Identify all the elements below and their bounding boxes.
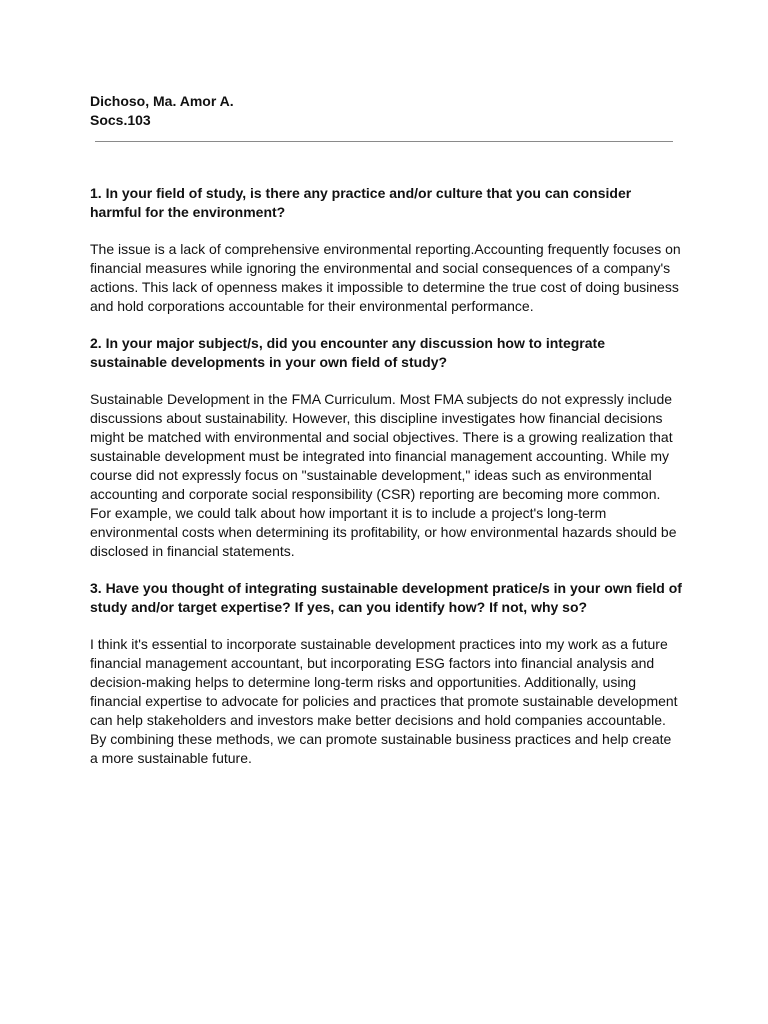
header-divider bbox=[95, 141, 673, 142]
document-body bbox=[90, 184, 682, 768]
author-name: Dichoso, Ma. Amor A. bbox=[90, 93, 234, 109]
question-1: 1. In your field of study, is there any practice and/or culture that you can consider harmful for the environment? bbox=[90, 185, 632, 220]
course-code: Socs.103 bbox=[90, 112, 151, 128]
question-2: 2. In your major subject/s, did you encounter any discussion how to integrate sustainable developments in your own field of study? bbox=[90, 335, 605, 370]
answer-3: I think it's essential to incorporate sustainable development practices into my work as a future financial management accountant, but incorporating ESG factors into financial analysis and decision-making helps to determine long-term risks and opportunities. Additionally, using financial expertise to advocate for policies and practices that promote sustainable development can help stakeholders and investors make better decisions and hold companies accountable. By combining these methods, we can promote sustainable business practices and help create a more sustainable future. bbox=[90, 636, 678, 766]
answer-1: The issue is a lack of comprehensive environmental reporting.Accounting frequently focuses on financial measures while ignoring the environmental and social consequences of a company's actions. This lack of openness makes it impossible to determine the true cost of doing business and hold corporations accountable for their environmental performance. bbox=[90, 241, 681, 314]
answer-2: Sustainable Development in the FMA Curriculum. Most FMA subjects do not expressly include discussions about sustainability. However, this discipline investigates how financial decisions might be matched with environmental and social objectives. There is a growing realization that sustainable development must be integrated into financial management accounting. While my course did not expressly focus on "sustainable development," ideas such as environmental accounting and corporate social responsibility (CSR) reporting are becoming more common. For example, we could talk about how important it is to include a project's long-term environmental costs when determining its profitability, or how environmental hazards should be disclosed in financial statements. bbox=[90, 391, 677, 559]
document-header bbox=[90, 92, 680, 130]
question-3: 3. Have you thought of integrating sustainable development pratice/s in your own field of study and/or target expertise? If yes, can you identify how? If not, why so? bbox=[90, 580, 682, 615]
